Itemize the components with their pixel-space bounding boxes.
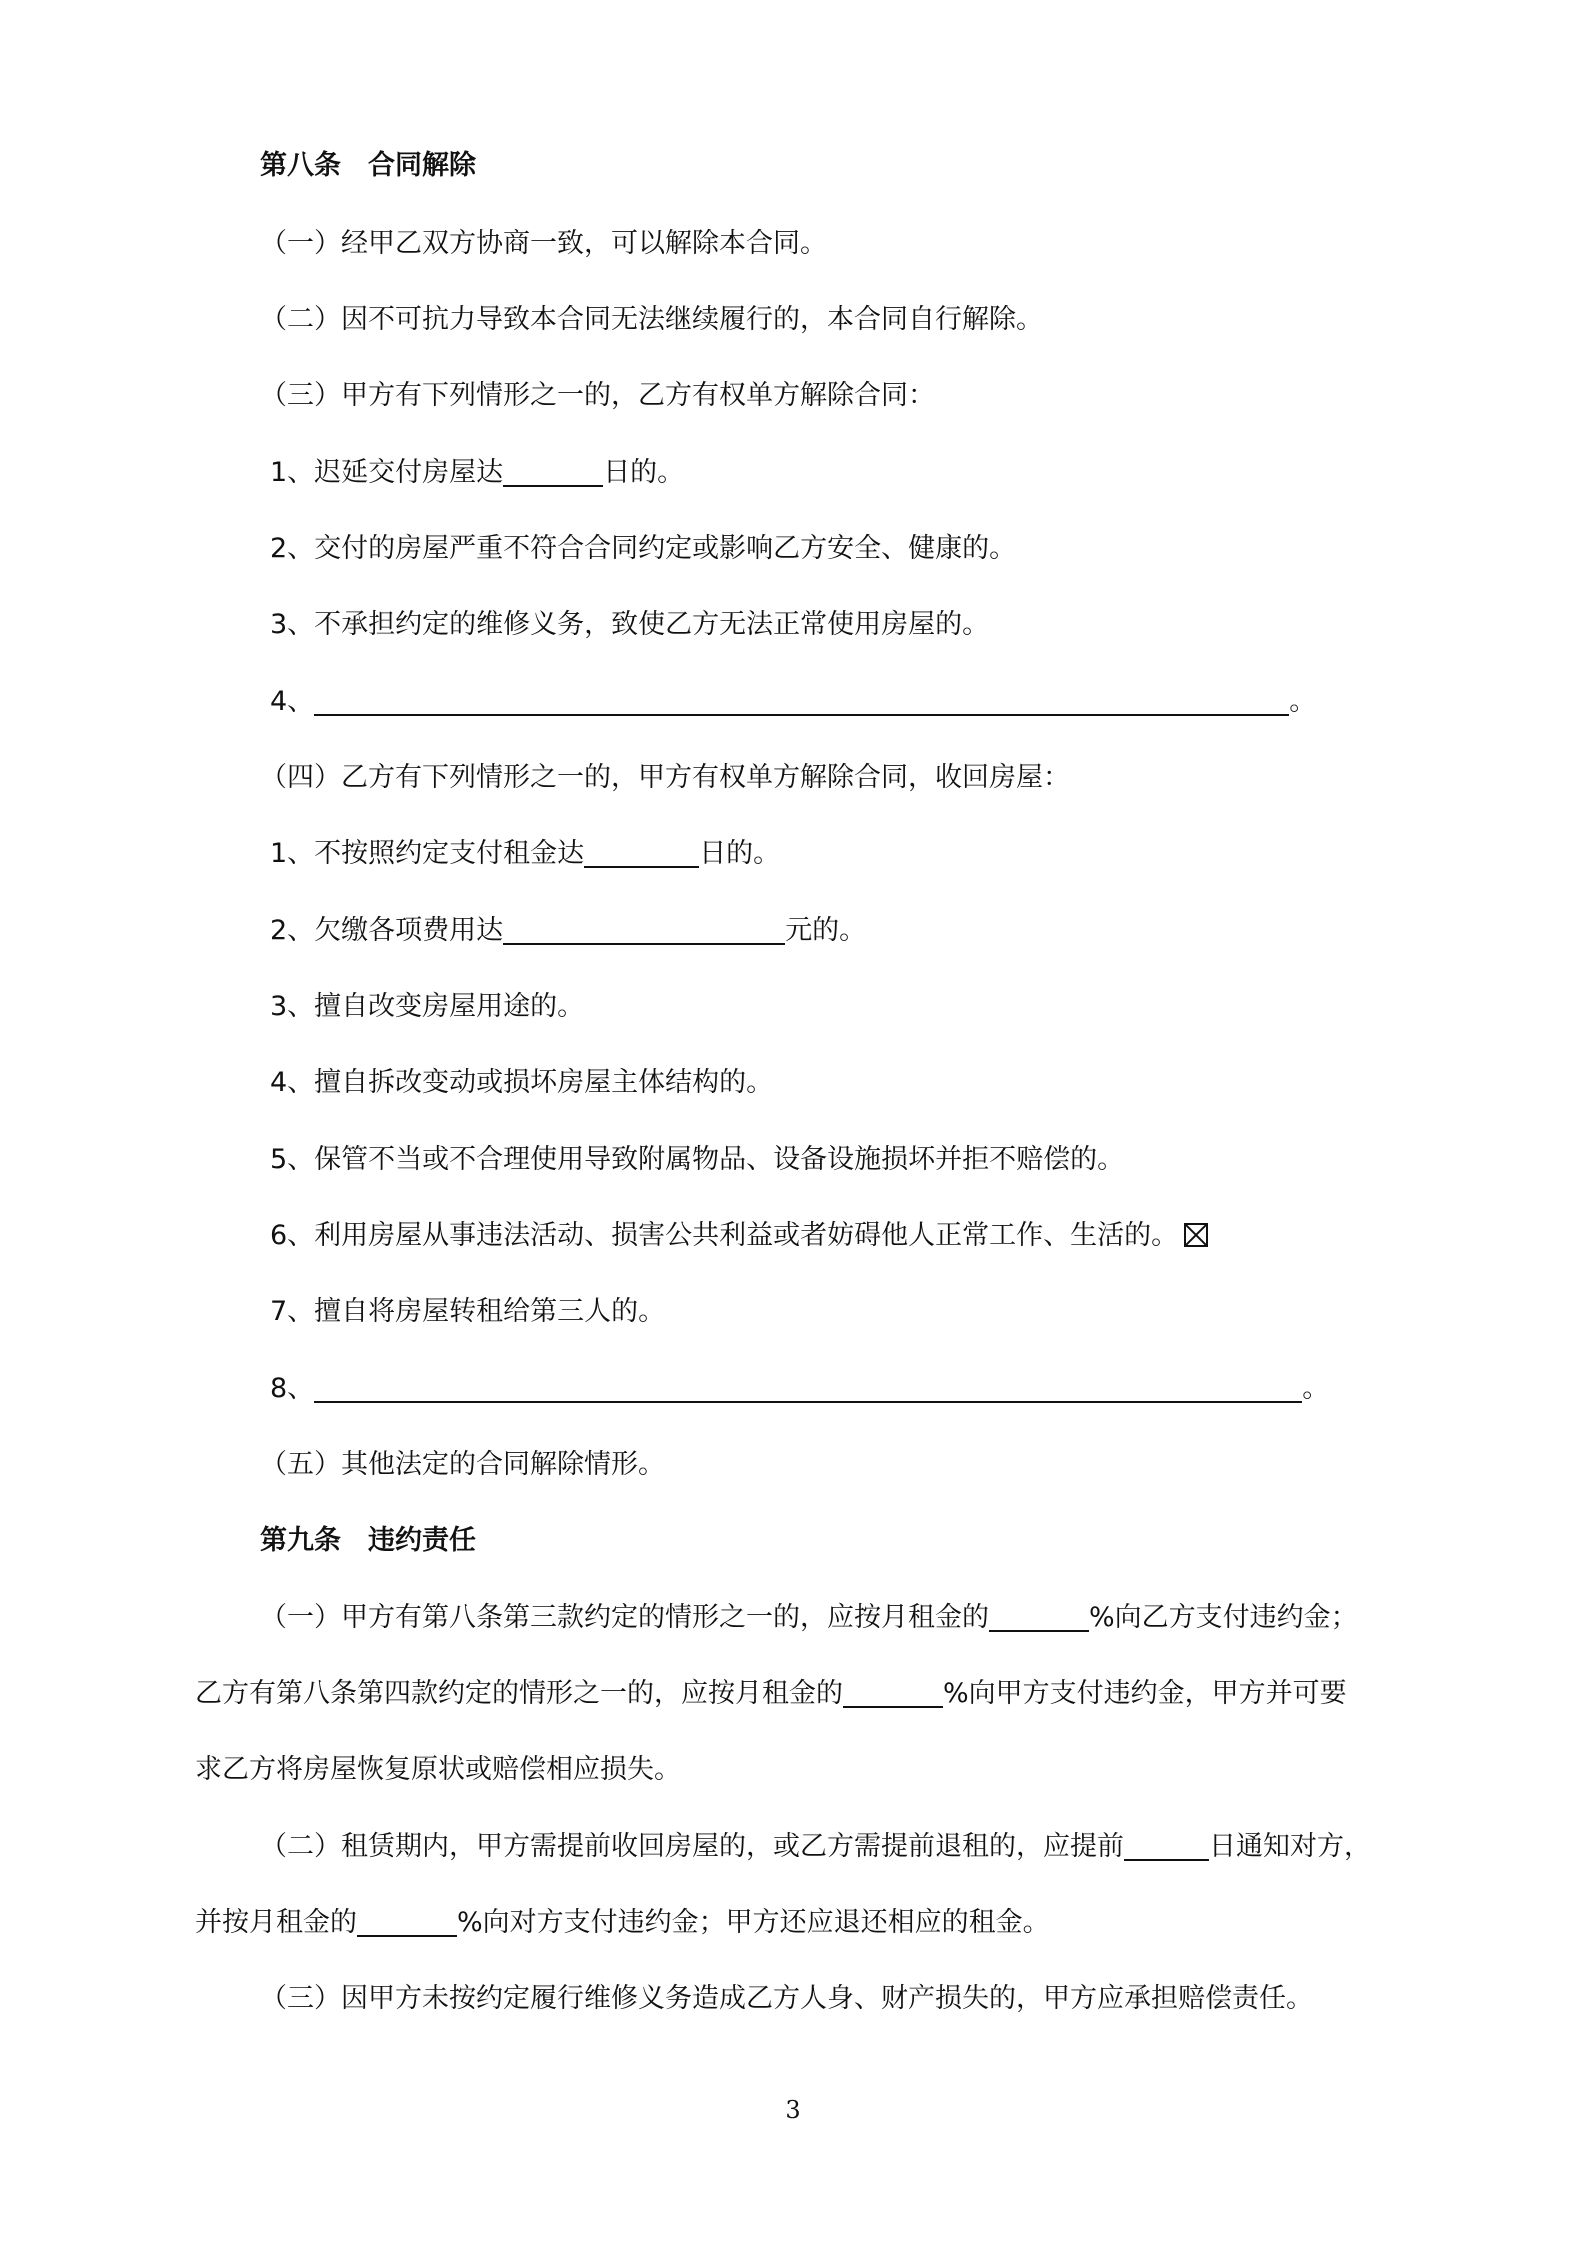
article-8-clause-2: （二）因不可抗力导致本合同无法继续履行的，本合同自行解除。 bbox=[260, 304, 1043, 335]
clause-text: （二）租赁期内，甲方需提前收回房屋的，或乙方需提前退租的，应提前 bbox=[260, 1831, 1124, 1862]
article-8-clause-3-item-1 bbox=[270, 455, 684, 491]
article-8-clause-4-item-7: 7、擅自将房屋转租给第三人的。 bbox=[270, 1296, 666, 1327]
item-text: 日的。 bbox=[603, 457, 685, 488]
page-number: 3 bbox=[785, 2096, 801, 2124]
clause-text: %向乙方支付违约金； bbox=[1089, 1602, 1358, 1633]
fill-blank[interactable] bbox=[1124, 1829, 1209, 1861]
clause-text: %向对方支付违约金；甲方还应退还相应的租金。 bbox=[457, 1907, 1050, 1938]
article-8-clause-4-item-6 bbox=[270, 1218, 1208, 1254]
clause-text: （一）甲方有第八条第三款约定的情形之一的，应按月租金的 bbox=[260, 1602, 989, 1633]
item-text: 1、迟延交付房屋达 bbox=[270, 457, 504, 488]
fill-blank[interactable] bbox=[989, 1600, 1089, 1632]
article-8-clause-4-item-3: 3、擅自改变房屋用途的。 bbox=[270, 991, 585, 1022]
article-8-clause-3-item-3: 3、不承担约定的维修义务，致使乙方无法正常使用房屋的。 bbox=[270, 609, 990, 640]
article-8-title: 第八条 合同解除 bbox=[260, 150, 476, 181]
item-text: 元的。 bbox=[785, 915, 867, 946]
fill-blank[interactable] bbox=[314, 684, 1289, 716]
article-8-clause-3-item-2: 2、交付的房屋严重不符合合同约定或影响乙方安全、健康的。 bbox=[270, 533, 1017, 564]
fill-blank[interactable] bbox=[503, 913, 785, 945]
item-text: 。 bbox=[1302, 1373, 1330, 1404]
article-9-clause-3: （三）因甲方未按约定履行维修义务造成乙方人身、财产损失的，甲方应承担赔偿责任。 bbox=[260, 1983, 1313, 2014]
article-8-clause-4: （四）乙方有下列情形之一的，甲方有权单方解除合同，收回房屋： bbox=[260, 762, 1070, 793]
article-8-clause-3: （三）甲方有下列情形之一的，乙方有权单方解除合同： bbox=[260, 380, 935, 411]
article-8-clause-3-item-4 bbox=[270, 684, 1316, 720]
fill-blank[interactable] bbox=[584, 836, 699, 868]
item-text: 。 bbox=[1289, 686, 1317, 717]
fill-blank[interactable] bbox=[503, 455, 603, 487]
item-text: 1、不按照约定支付租金达 bbox=[270, 838, 585, 869]
fill-blank[interactable] bbox=[314, 1371, 1302, 1403]
article-9-title: 第九条 违约责任 bbox=[260, 1525, 476, 1556]
article-9-clause-2-line-1 bbox=[260, 1829, 1371, 1865]
item-text: 4、 bbox=[270, 686, 315, 717]
article-9-clause-1-line-3: 求乙方将房屋恢复原状或赔偿相应损失。 bbox=[195, 1754, 681, 1785]
article-8-clause-1: （一）经甲乙双方协商一致，可以解除本合同。 bbox=[260, 228, 827, 259]
article-8-clause-4-item-2 bbox=[270, 913, 866, 949]
clause-text: 日通知对方， bbox=[1209, 1831, 1371, 1862]
article-9-clause-1-line-1 bbox=[260, 1600, 1358, 1636]
fill-blank[interactable] bbox=[843, 1676, 943, 1708]
item-text: 8、 bbox=[270, 1373, 315, 1404]
article-8-clause-4-item-4: 4、擅自拆改变动或损坏房屋主体结构的。 bbox=[270, 1067, 774, 1098]
article-8-clause-4-item-1 bbox=[270, 836, 780, 872]
article-8-clause-5: （五）其他法定的合同解除情形。 bbox=[260, 1449, 665, 1480]
clause-text: 并按月租金的 bbox=[195, 1907, 357, 1938]
fill-blank[interactable] bbox=[357, 1905, 457, 1937]
clause-text: %向甲方支付违约金，甲方并可要 bbox=[943, 1678, 1347, 1709]
article-8-clause-4-item-5: 5、保管不当或不合理使用导致附属物品、设备设施损坏并拒不赔偿的。 bbox=[270, 1144, 1125, 1175]
item-text: 2、欠缴各项费用达 bbox=[270, 915, 504, 946]
checked-box-icon[interactable] bbox=[1184, 1223, 1208, 1247]
article-9-clause-2-line-2 bbox=[195, 1905, 1050, 1941]
article-9-clause-1-line-2 bbox=[195, 1676, 1347, 1712]
item-text: 6、利用房屋从事违法活动、损害公共利益或者妨碍他人正常工作、生活的。 bbox=[270, 1220, 1179, 1251]
item-text: 日的。 bbox=[699, 838, 781, 869]
article-8-clause-4-item-8 bbox=[270, 1371, 1329, 1407]
clause-text: 乙方有第八条第四款约定的情形之一的，应按月租金的 bbox=[195, 1678, 843, 1709]
